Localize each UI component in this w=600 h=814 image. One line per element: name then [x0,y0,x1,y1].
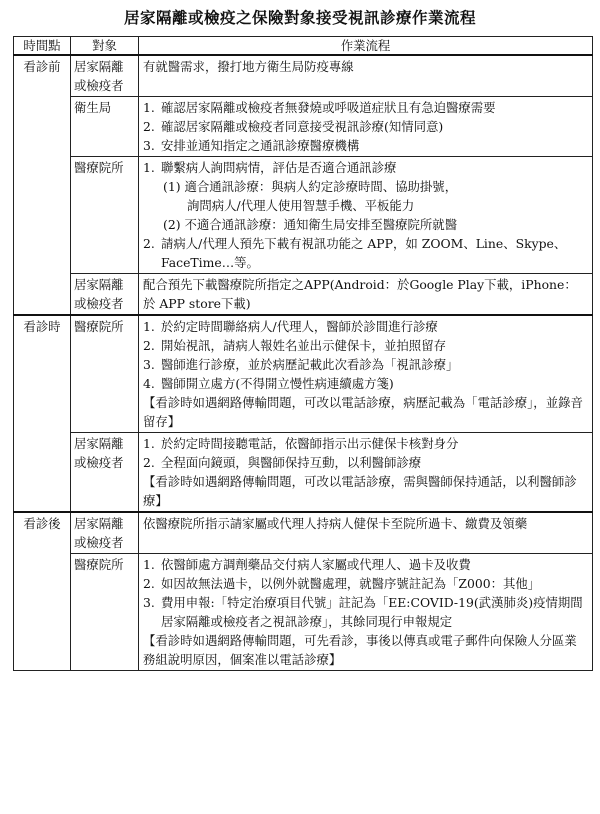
target-cell: 醫療院所 [71,157,139,274]
sub-item: (2) 不適合通訊診療：通知衛生局安排至醫療院所就醫 [163,217,458,232]
table-row [14,315,593,433]
flow-cell [139,554,593,671]
list-item: 1. 聯繫病人詢問病情，評估是否適合通訊診療 [143,160,397,175]
target-cell: 居家隔離或檢疫者 [71,274,139,316]
list-item: 1. 確認居家隔離或檢疫者無發燒或呼吸道症狀且有急迫醫療需要 [143,100,496,115]
table-row [14,512,593,554]
flow-cell: 有就醫需求，撥打地方衛生局防疫專線 [139,55,593,97]
phase-after-label: 看診後 [14,512,71,671]
page-title: 居家隔離或檢疫之保險對象接受視訊診療作業流程 [123,8,476,27]
target-cell: 居家隔離或檢疫者 [71,433,139,513]
table-row [14,157,593,274]
note-text: 【看診時如遇網路傳輸問題，可先看診，事後以傳真或電子郵件向保險人分區業務組說明原因，個案准以電話診療】 [143,633,577,667]
note-text: 【看診時如遇網路傳輸問題，可改以電話診療，需與醫師保持通話，以利醫師診療】 [143,474,577,508]
list-item: 2. 開始視訊，請病人報姓名並出示健保卡，並拍照留存 [143,338,446,353]
sub-item: 詢問病人/代理人使用智慧手機、平板能力 [187,198,415,213]
list-item: 3. 費用申報:「特定治療項目代號」註記為「EE:COVID-19(武漢肺炎)疫情期間居家隔離或檢疫者之視訊診療」，其餘同現行申報規定 [143,595,583,629]
flow-cell [139,97,593,157]
target-cell: 醫療院所 [71,315,139,433]
flow-cell [139,157,593,274]
table-row [14,274,593,316]
list-item: 3. 醫師進行診療，並於病歷記載此次看診為「視訊診療」 [143,357,459,372]
phase-before-label: 看診前 [14,55,71,315]
table-row [14,433,593,513]
table-row [14,97,593,157]
target-cell: 居家隔離或檢疫者 [71,55,139,97]
workflow-table [13,36,593,671]
flow-cell [139,315,593,433]
sub-item: (1) 適合通訊診療：與病人約定診療時間、協助掛號， [163,179,458,194]
target-cell: 居家隔離或檢疫者 [71,512,139,554]
note-text: 【看診時如遇網路傳輸問題，可改以電話診療，病歷記載為「電話診療」，並錄音留存】 [143,395,583,429]
list-item: 1. 於約定時間聯絡病人/代理人，醫師於診間進行診療 [143,319,438,334]
list-item: 2. 全程面向鏡頭，與醫師保持互動，以利醫師診療 [143,455,422,470]
table-row [14,554,593,671]
flow-cell: 依醫療院所指示請家屬或代理人持病人健保卡至院所過卡、繳費及領藥 [139,512,593,554]
list-item: 2. 確認居家隔離或檢疫者同意接受視訊診療(知情同意) [143,119,444,134]
header-flow: 作業流程 [139,37,593,56]
target-cell: 醫療院所 [71,554,139,671]
table-header-row [14,37,593,56]
list-item: 3. 安排並通知指定之通訊診療醫療機構 [143,138,360,153]
list-item: 4. 醫師開立處方(不得開立慢性病連續處方箋) [143,376,394,391]
phase-during-label: 看診時 [14,315,71,512]
target-cell: 衛生局 [71,97,139,157]
flow-cell [139,433,593,513]
list-item: 1. 依醫師處方調劑藥品交付病人家屬或代理人、過卡及收費 [143,557,471,572]
flow-cell: 配合預先下載醫療院所指定之APP(Android：於Google Play下載，iPhone：於 APP store下載) [139,274,593,316]
list-item: 2. 請病人/代理人預先下載有視訊功能之 APP，如 ZOOM、Line、Skype、FaceTime…等。 [143,236,567,270]
list-item: 1. 於約定時間接聽電話，依醫師指示出示健保卡核對身分 [143,436,459,451]
header-time: 時間點 [14,37,71,56]
table-row [14,55,593,97]
list-item: 2. 如因故無法過卡，以例外就醫處理，就醫序號註記為「Z000：其他」 [143,576,541,591]
header-target: 對象 [71,37,139,56]
